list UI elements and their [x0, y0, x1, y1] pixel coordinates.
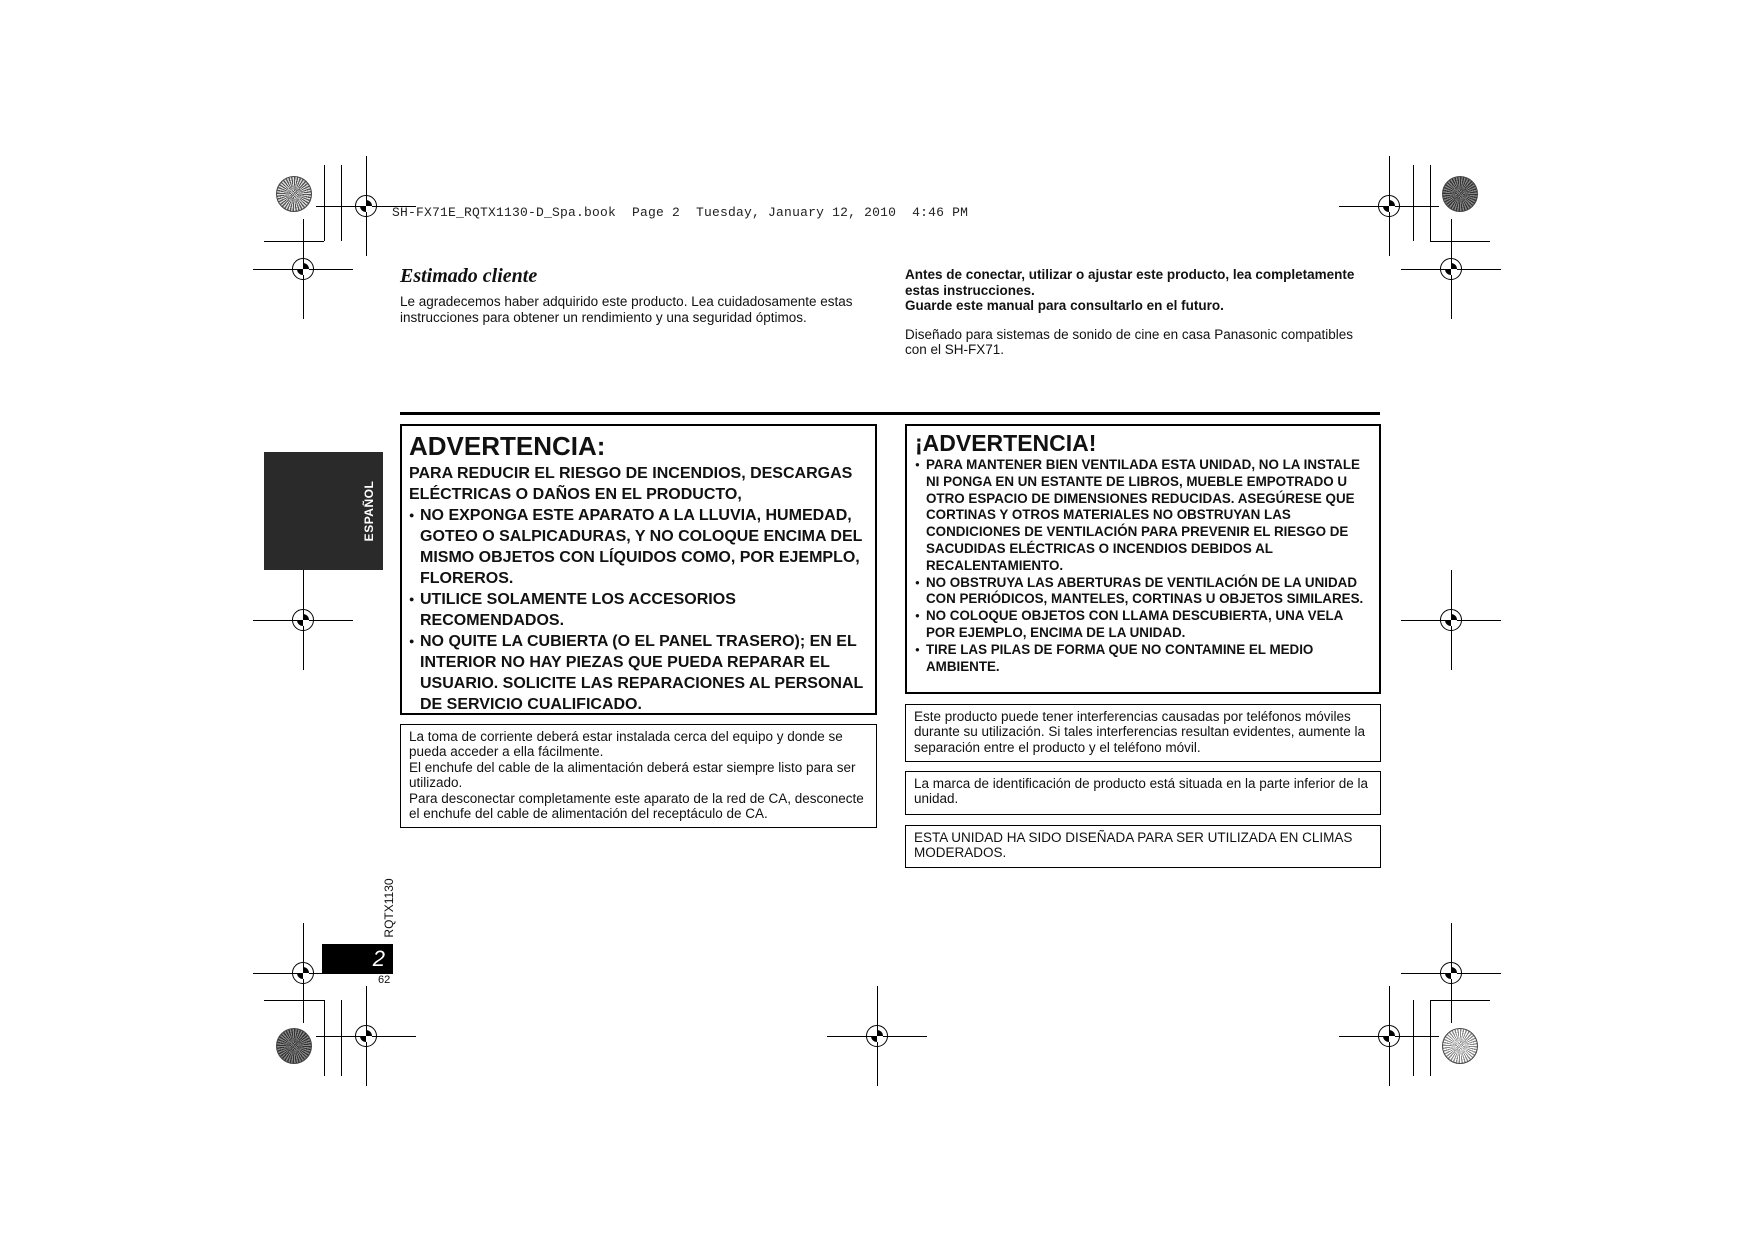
- warning-heading: ¡ADVERTENCIA!: [915, 430, 1097, 456]
- note-line: El enchufe del cable de la alimentación deberá estar siempre listo para ser utilizado.: [409, 759, 856, 791]
- crop-line: [1413, 165, 1414, 241]
- print-header: SH-FX71E_RQTX1130-D_Spa.book Page 2 Tuesday, January 12, 2010 4:46 PM: [392, 205, 969, 220]
- warning-item: ● TIRE LAS PILAS DE FORMA QUE NO CONTAMINE EL MEDIO AMBIENTE.: [915, 642, 1371, 676]
- color-target-icon: [276, 1028, 312, 1064]
- climate-note: ESTA UNIDAD HA SIDO DISEÑADA PARA SER UTILIZADA EN CLIMAS MODERADOS.: [905, 825, 1381, 868]
- crop-line: [1430, 241, 1490, 242]
- model-code: RQTX1130: [382, 878, 396, 938]
- note-line: La toma de corriente deberá estar instalada cerca del equipo y donde se pueda acceder a ella fácilmente.: [409, 729, 843, 760]
- crop-line: [324, 1000, 325, 1076]
- keep-manual-text: Guarde este manual para consultarlo en el futuro.: [905, 298, 1224, 313]
- crop-line: [341, 165, 342, 241]
- language-tab-label: ESPAÑOL: [362, 480, 376, 542]
- designed-for-text: Diseñado para sistemas de sonido de cine en casa Panasonic compatibles con el SH-FX71.: [905, 326, 1354, 357]
- note-line: Para desconectar completamente este aparato de la red de CA, desconecte el enchufe del cable de alimentación del receptáculo de CA.: [409, 790, 864, 822]
- power-outlet-note: [400, 724, 877, 828]
- intro-text: Le agradecemos haber adquirido este producto. Lea cuidadosamente estas instrucciones para obtener un rendimiento y una seguridad óptimos.: [400, 294, 853, 325]
- crop-line: [264, 1000, 324, 1001]
- color-target-icon: [276, 176, 312, 212]
- warning-item: ● NO COLOQUE OBJETOS CON LLAMA DESCUBIERTA, UNA VELA POR EJEMPLO, ENCIMA DE LA UNIDAD.: [915, 608, 1371, 642]
- mobile-phone-note: Este producto puede tener interferencias causadas por teléfonos móviles durante su utilización. Si tales interferencias resultan evidentes, aumente la separación entre el producto y el teléfono móvil.: [905, 704, 1381, 762]
- warning-item: ● NO OBSTRUYA LAS ABERTURAS DE VENTILACIÓN DE LA UNIDAD CON PERIÓDICOS, MANTELES, CORTINAS U OBJETOS SIMILARES.: [915, 575, 1371, 609]
- crop-line: [1430, 165, 1431, 241]
- color-target-icon: [1442, 1028, 1478, 1064]
- warning-lead: PARA REDUCIR EL RIESGO DE INCENDIOS, DESCARGAS ELÉCTRICAS O DAÑOS EN EL PRODUCTO,: [409, 465, 853, 503]
- page-number-block: [322, 944, 393, 974]
- crop-line: [324, 165, 325, 241]
- section-divider: [400, 412, 1380, 415]
- warning-list: [915, 457, 1371, 675]
- warning-box-left: [400, 424, 877, 715]
- sub-page-number: 62: [378, 974, 391, 986]
- crop-line: [341, 1000, 342, 1076]
- marking-note: La marca de identificación de producto está situada en la parte inferior de la unidad.: [905, 771, 1381, 815]
- crop-line: [1430, 1000, 1490, 1001]
- crop-line: [1430, 1000, 1431, 1076]
- warning-item: ● NO EXPONGA ESTE APARATO A LA LLUVIA, HUMEDAD, GOTEO O SALPICADURAS, Y NO COLOQUE ENCIMA DEL MISMO OBJETOS CON LÍQUIDOS COMO, POR EJEMPLO, FLOREROS.: [409, 505, 868, 589]
- warning-item: ● PARA MANTENER BIEN VENTILADA ESTA UNIDAD, NO LA INSTALE NI PONGA EN UN ESTANTE DE LIBROS, MUEBLE EMPOTRADO U OTRO ESPACIO DE DIMENSIONES REDUCIDAS. ASEGÚRESE QUE CORTINAS Y OTROS MATERIALES NO OBSTRUYAN LAS CONDICIONES DE VENTILACIÓN PARA PREVENIR EL RIESGO DE SACUDIDAS ELÉCTRICAS O INCENDIOS DEBIDOS AL RECALENTAMIENTO.: [915, 457, 1371, 575]
- crop-line: [264, 241, 324, 242]
- warning-box-right: [905, 424, 1381, 694]
- warning-list: [409, 505, 868, 715]
- read-instructions-text: Antes de conectar, utilizar o ajustar este producto, lea completamente estas instrucciones.: [905, 267, 1355, 298]
- warning-heading: ADVERTENCIA:: [409, 431, 606, 461]
- crop-line: [1413, 1000, 1414, 1076]
- warning-item: ● UTILICE SOLAMENTE LOS ACCESORIOS RECOMENDADOS.: [409, 589, 868, 631]
- color-target-icon: [1442, 176, 1478, 212]
- warning-item: ● NO QUITE LA CUBIERTA (O EL PANEL TRASERO); EN EL INTERIOR NO HAY PIEZAS QUE PUEDA REPARAR EL USUARIO. SOLICITE LAS REPARACIONES AL PERSONAL DE SERVICIO CUALIFICADO.: [409, 631, 868, 715]
- intro-right: [905, 267, 1375, 358]
- page-number: 2: [372, 946, 385, 971]
- intro-title: Estimado cliente: [400, 265, 538, 287]
